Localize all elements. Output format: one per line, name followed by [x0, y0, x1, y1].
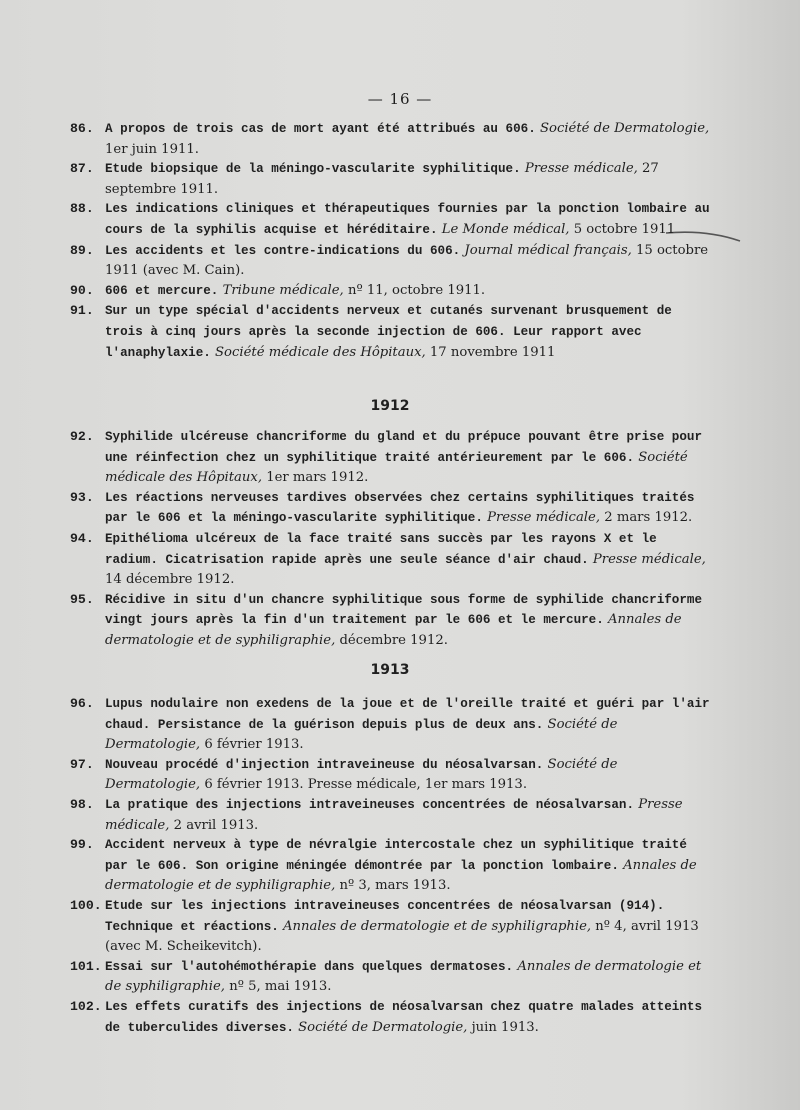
entry-detail: 2 avril 1913. — [173, 817, 259, 833]
entry-number: 86. — [70, 121, 94, 136]
bibliography-entry — [70, 896, 710, 957]
entry-detail: 1er juin 1911. — [105, 141, 199, 157]
entry-detail: nº 5, mai 1913. — [229, 979, 332, 995]
bibliography-entry — [70, 301, 710, 363]
entry-source: Presse médicale, — [592, 551, 706, 567]
entry-number: 98. — [70, 796, 94, 812]
entry-title: 606 et mercure. — [105, 283, 219, 298]
entry-detail: 6 février 1913. Presse médicale, 1er mars 1913. — [204, 777, 528, 793]
entry-number: 100. — [70, 897, 102, 913]
bibliography-entry — [70, 159, 710, 199]
entry-title: Les accidents et les contre-indications du 606. — [105, 243, 461, 258]
entry-number: 88. — [70, 201, 94, 217]
entry-detail: 2 mars 1912. — [604, 510, 693, 526]
bibliography-entry — [70, 835, 710, 896]
entry-number: 90. — [70, 282, 94, 298]
bibliography-entry — [70, 590, 710, 651]
entry-number: 101. — [70, 958, 102, 974]
entry-detail: nº 3, mars 1913. — [339, 878, 451, 894]
entry-detail: décembre 1912. — [339, 632, 448, 648]
entry-source: Société médicale des Hôpitaux, — [105, 449, 688, 486]
entry-title: A propos de trois cas de mort ayant été attribués au 606. — [105, 122, 536, 136]
entry-source: Presse médicale, — [524, 161, 638, 177]
entry-source: Annales de dermatologie et de syphiligraphie, — [105, 958, 702, 995]
entry-title: Sur un type spécial d'accidents nerveux et cutanés survenant brusquement de trois à cinq jours après la seconde injection de 606. Leur rapport avec l'anaphylaxie. — [105, 304, 672, 360]
entry-number: 96. — [70, 696, 94, 711]
bibliography-entry — [70, 199, 710, 240]
bibliography-1911 — [70, 119, 710, 363]
entry-title: Accident nerveux à type de névralgie intercostale chez un syphilitique traité par le 606. Son origine méningée démontrée par la ponction lombaire. — [105, 838, 687, 873]
entry-source: Société médicale des Hôpitaux, — [215, 344, 426, 360]
entry-source: Annales de dermatologie et de syphiligraphie, — [105, 612, 682, 648]
bibliography-entry — [70, 488, 710, 529]
entry-source: Le Monde médical, — [441, 221, 570, 237]
year-heading-1913: 1913 — [370, 662, 410, 678]
entry-detail: 17 novembre 1911 — [429, 344, 556, 360]
entry-source: Société de Dermatologie, — [105, 756, 618, 793]
entry-title: Les indications cliniques et thérapeutiques fournies par la ponction lombaire au cours de la syphilis acquise et héréditaire. — [105, 202, 710, 237]
bibliography-entry — [70, 795, 710, 835]
entry-title: Les réactions nerveuses tardives observées chez certains syphilitiques traités par le 606 et la méningo-vascularite syphilitique. — [105, 490, 695, 526]
entry-source: Presse médicale, — [105, 796, 683, 833]
entry-source: Annales de dermatologie et de syphiligraphie, — [105, 857, 697, 894]
entry-detail: 5 octobre 1911 — [573, 221, 676, 237]
entry-title: Etude biopsique de la méningo-vascularite syphilitique. — [105, 162, 521, 177]
entry-detail: 15 octobre 1911 (avec M. Cain). — [105, 242, 709, 279]
bibliography-entry — [70, 957, 710, 997]
entry-source: Société de Dermatologie, — [105, 716, 618, 753]
entry-number: 87. — [70, 161, 94, 177]
entry-number: 89. — [70, 242, 94, 258]
entry-title: Etude sur les injections intraveineuses concentrées de néosalvarsan (914). Technique et réactions. — [105, 898, 665, 934]
entry-detail: juin 1913. — [471, 1019, 539, 1035]
entry-title: Essai sur l'autohémothérapie dans quelques dermatoses. — [105, 959, 514, 974]
entry-number: 99. — [70, 837, 94, 853]
entry-detail: 14 décembre 1912. — [105, 572, 235, 588]
bibliography-1913 — [70, 694, 710, 1038]
entry-detail: 27 septembre 1911. — [105, 161, 659, 197]
year-heading-1912: 1912 — [370, 398, 410, 414]
entry-number: 91. — [70, 303, 94, 319]
entry-source: Annales de dermatologie et de syphiligraphie, — [283, 918, 592, 934]
entry-source: Société de Dermatologie, — [298, 1019, 468, 1035]
bibliography-entry — [70, 241, 710, 281]
entry-number: 95. — [70, 591, 94, 607]
page-number: — 16 — — [367, 90, 433, 108]
bibliography-entry — [70, 997, 710, 1038]
entry-number: 97. — [70, 756, 94, 772]
entry-source: Tribune médicale, — [222, 282, 344, 298]
bibliography-1912 — [70, 427, 710, 651]
entry-title: Nouveau procédé d'injection intraveineuse du néosalvarsan. — [105, 757, 544, 772]
entry-source: Presse médicale, — [487, 510, 601, 526]
entry-number: 93. — [70, 489, 94, 505]
bibliography-entry — [70, 427, 710, 488]
bibliography-entry — [70, 119, 710, 159]
entry-title: Syphilide ulcéreuse chancriforme du gland et du prépuce pouvant être prise pour une réinfection chez un syphilitique traité antérieurement par le 606. — [105, 430, 703, 465]
bibliography-entry — [70, 755, 710, 795]
bibliography-entry — [70, 694, 710, 755]
entry-number: 92. — [70, 429, 94, 444]
entry-detail: 6 février 1913. — [204, 737, 304, 753]
entry-detail: nº 4, avril 1913 (avec M. Scheikevitch). — [105, 918, 699, 955]
entry-title: Epithélioma ulcéreux de la face traité sans succès par les rayons X et le radium. Cicatrisation rapide après une seule séance d'air chaud. — [105, 531, 657, 567]
entry-title: Récidive in situ d'un chancre syphilitique sous forme de syphilide chancriforme vingt jours après la fin d'un traitement par le 606 et le mercure. — [105, 592, 703, 628]
entry-title: Lupus nodulaire non exedens de la joue et de l'oreille traité et guéri par l'air chaud. Persistance de la guérison depuis plus de deux ans. — [105, 697, 710, 732]
entry-source: Journal médical français, — [464, 242, 632, 258]
entry-source: Société de Dermatologie, — [539, 121, 710, 136]
entry-detail: nº 11, octobre 1911. — [347, 282, 486, 298]
entry-detail: 1er mars 1912. — [266, 470, 369, 486]
entry-number: 102. — [70, 998, 102, 1014]
bibliography-entry — [70, 281, 710, 302]
entry-title: La pratique des injections intraveineuses concentrées de néosalvarsan. — [105, 797, 635, 812]
bibliography-entry — [70, 529, 710, 590]
entry-title: Les effets curatifs des injections de néosalvarsan chez quatre malades atteints de tuberculides diverses. — [105, 999, 703, 1035]
entry-number: 94. — [70, 530, 94, 546]
